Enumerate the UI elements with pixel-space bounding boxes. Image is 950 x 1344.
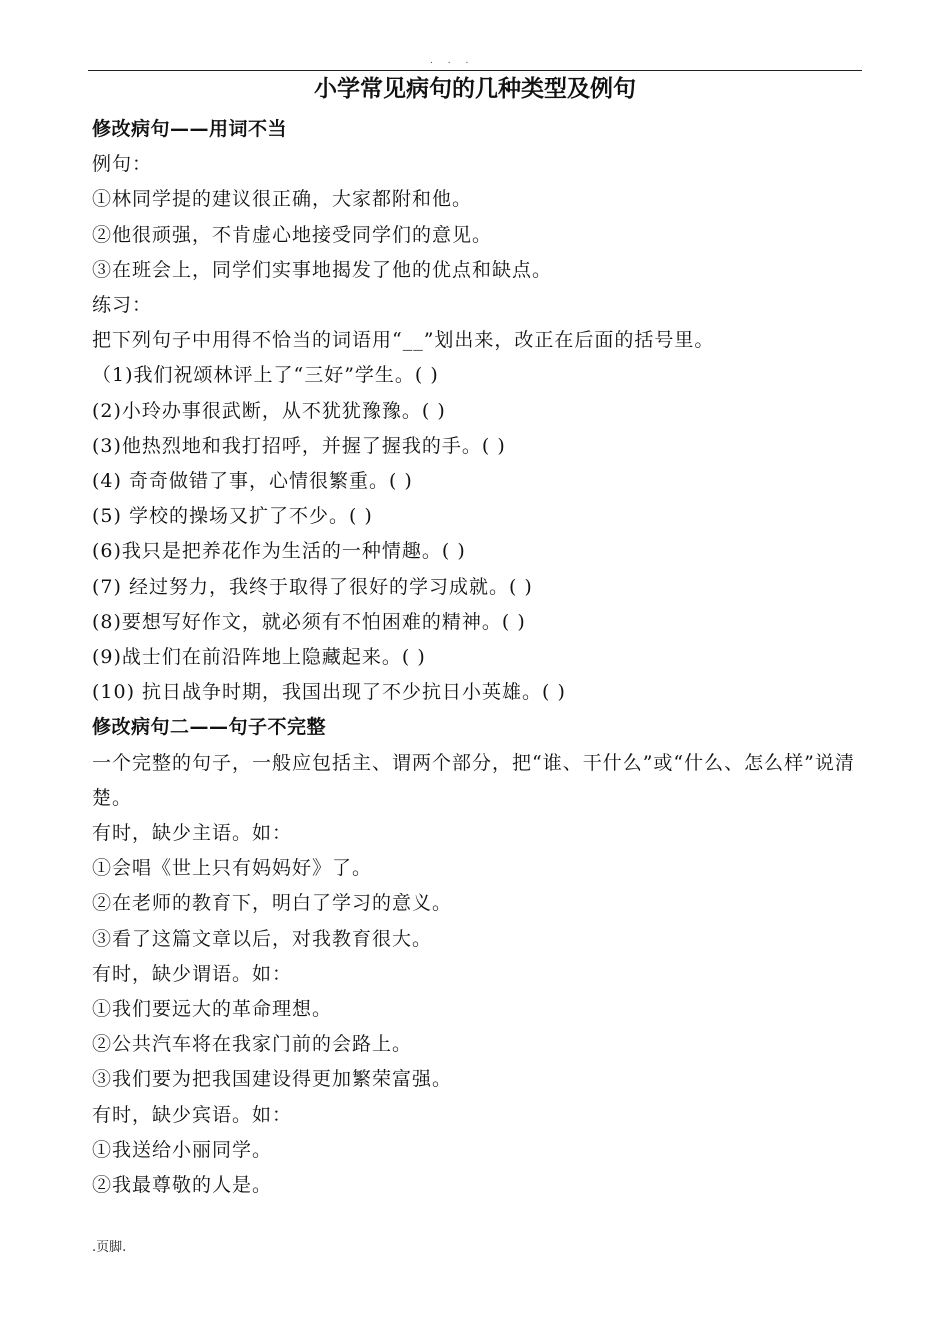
example-sentence: ②他很顽强，不肯虚心地接受同学们的意见。: [92, 223, 493, 246]
exercise-item: (6)我只是把养花作为生活的一种情趣。( ): [92, 540, 466, 563]
practice-instruction: 把下列句子中用得不恰当的词语用“__”划出来，改正在后面的括号里。: [92, 329, 715, 352]
section-heading-incomplete-sentence: 修改病句二——句子不完整: [92, 716, 327, 739]
example-sentence: ③在班会上，同学们实事地揭发了他的优点和缺点。: [92, 258, 553, 281]
exercise-item: (5) 学校的操场又扩了不少。( ): [92, 505, 373, 528]
example-sentence: ①会唱《世上只有妈妈好》了。: [92, 857, 373, 880]
example-sentence: ③看了这篇文章以后，对我教育很大。: [92, 927, 433, 950]
exercise-item: (9)战士们在前沿阵地上隐藏起来。( ): [92, 646, 426, 669]
missing-object-label: 有时，缺少宾语。如：: [92, 1103, 293, 1126]
example-sentence: ②公共汽车将在我家门前的会路上。: [92, 1033, 413, 1056]
exercise-item: (3)他热烈地和我打招呼，并握了握我的手。( ): [92, 434, 506, 457]
example-sentence: ②我最尊敬的人是。: [92, 1174, 273, 1197]
example-sentence: ②在老师的教育下，明白了学习的意义。: [92, 892, 453, 915]
exercise-item: (4) 奇奇做错了事，心情很繁重。( ): [92, 470, 413, 493]
exercise-item: (10) 抗日战争时期，我国出现了不少抗日小英雄。( ): [92, 681, 566, 704]
document-body: [92, 112, 862, 1203]
practice-label: 练习：: [92, 294, 153, 317]
exercise-item: （1)我们祝颂林评上了“三好”学生。( ): [92, 364, 439, 387]
header-marks: . . .: [430, 56, 475, 66]
missing-subject-label: 有时，缺少主语。如：: [92, 822, 293, 845]
example-sentence: ①我送给小丽同学。: [92, 1138, 273, 1161]
header-rule: [88, 70, 862, 71]
exercise-item: (8)要想写好作文，就必须有不怕困难的精神。( ): [92, 610, 526, 633]
exercise-item: (7) 经过努力，我终于取得了很好的学习成就。( ): [92, 575, 533, 598]
exercise-item: (2)小玲办事很武断，从不犹犹豫豫。( ): [92, 399, 446, 422]
examples-label: 例句：: [92, 153, 153, 176]
section-heading-word-usage: 修改病句——用词不当: [92, 118, 288, 140]
document-title: 小学常见病句的几种类型及例句: [314, 76, 636, 102]
example-sentence: ①我们要远大的革命理想。: [92, 998, 333, 1021]
example-sentence: ③我们要为把我国建设得更加繁荣富强。: [92, 1068, 453, 1091]
missing-predicate-label: 有时，缺少谓语。如：: [92, 962, 293, 985]
page-footer: .页脚.: [92, 1240, 127, 1255]
example-sentence: ①林同学提的建议很正确，大家都附和他。: [92, 188, 473, 211]
section-intro: 一个完整的句子，一般应包括主、谓两个部分，把“谁、干什么”或“什么、怎么样”说清楚。: [92, 751, 855, 809]
